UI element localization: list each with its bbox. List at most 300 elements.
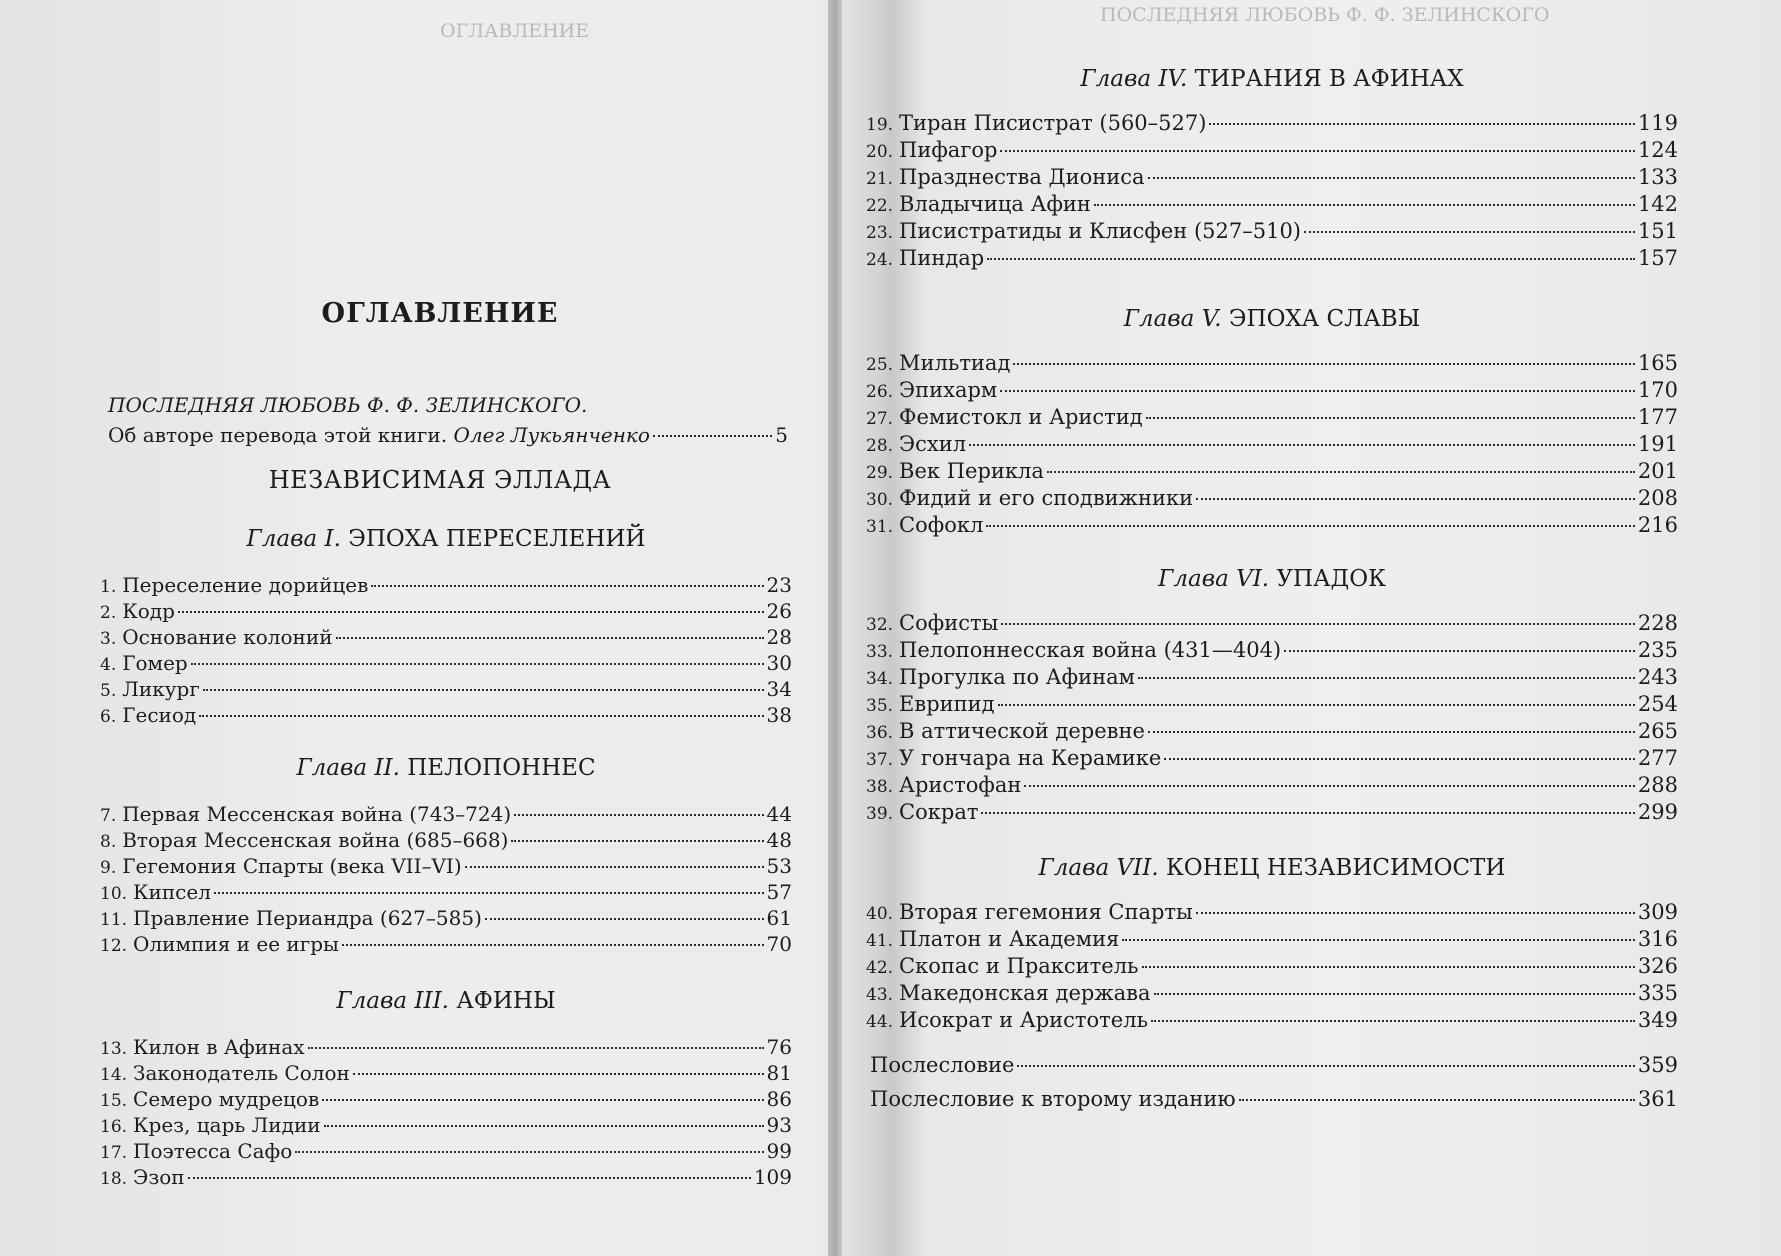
toc-entry[interactable] <box>100 801 792 827</box>
leader-dots <box>1151 1020 1635 1022</box>
entry-title-text: Кипсел <box>133 880 211 904</box>
toc-entry[interactable] <box>866 485 1678 512</box>
entry-number: 31. <box>866 517 894 537</box>
entry-number: 23. <box>866 223 894 243</box>
toc-entry[interactable] <box>100 1034 792 1060</box>
leader-dots <box>969 444 1635 446</box>
leader-dots <box>1284 650 1635 652</box>
toc-entry[interactable] <box>100 572 792 598</box>
entry-title-text: Килон в Афинах <box>133 1035 305 1059</box>
leader-dots <box>1148 731 1635 733</box>
entry-title-text: Софисты <box>899 611 999 635</box>
toc-title: ОГЛАВЛЕНИЕ <box>321 298 559 329</box>
leader-dots <box>485 918 764 920</box>
toc-entry[interactable] <box>866 637 1678 664</box>
leader-dots <box>1154 993 1635 995</box>
leader-dots <box>1047 471 1635 473</box>
entry-title-text: Вторая гегемония Спарты <box>899 900 1193 924</box>
leader-dots <box>514 814 763 816</box>
leader-dots <box>1013 363 1635 365</box>
chapter-heading: Глава III. АФИНЫ <box>336 988 556 1014</box>
toc-entry[interactable] <box>100 1112 792 1138</box>
leader-dots <box>1209 123 1634 125</box>
entry-title <box>866 899 1193 928</box>
entry-title-text: Семеро мудрецов <box>133 1087 320 1111</box>
leader-dots <box>203 689 764 691</box>
leader-dots <box>1142 966 1635 968</box>
toc-entry[interactable] <box>100 1138 792 1164</box>
toc-entry[interactable] <box>870 1082 1678 1116</box>
toc-entry[interactable] <box>100 827 792 853</box>
entry-title <box>866 458 1044 487</box>
entry-page: 177 <box>1637 405 1678 429</box>
entry-title-text: Крез, царь Лидии <box>133 1113 321 1137</box>
entry-page: 288 <box>1637 773 1678 797</box>
toc-entry[interactable] <box>866 718 1678 745</box>
leader-dots <box>324 1125 764 1127</box>
entry-number: 44. <box>866 1012 894 1032</box>
entry-title <box>100 1034 305 1062</box>
toc-entry[interactable] <box>866 691 1678 718</box>
entry-page: 93 <box>766 1113 792 1137</box>
entry-title <box>866 164 1145 193</box>
entry-number: 19. <box>866 115 894 135</box>
entry-title-text: Вторая Мессенская война (685–668) <box>122 828 509 852</box>
entry-title-text: Олимпия и ее игры <box>133 932 339 956</box>
entry-number: 37. <box>866 750 894 770</box>
entry-number: 43. <box>866 985 894 1005</box>
toc-entry[interactable] <box>100 1086 792 1112</box>
toc-entry[interactable] <box>108 420 788 450</box>
toc-entry[interactable] <box>100 905 792 931</box>
entry-number: 13. <box>100 1039 128 1059</box>
toc-entry[interactable] <box>866 1007 1678 1034</box>
entry-number: 16. <box>100 1117 128 1137</box>
toc-entry[interactable] <box>866 218 1678 245</box>
entry-page: 61 <box>766 906 792 930</box>
entry-title <box>100 650 188 678</box>
leader-dots <box>1122 939 1635 941</box>
toc-entry[interactable] <box>866 512 1678 539</box>
entry-page: 133 <box>1637 165 1678 189</box>
chapter-4 <box>866 66 1678 272</box>
entry-title-text: Фидий и его сподвижники <box>899 486 1194 510</box>
entry-number: 33. <box>866 642 894 662</box>
entry-number: 11. <box>100 910 128 930</box>
entry-title-text: Основание колоний <box>122 625 333 649</box>
toc-entry[interactable] <box>866 980 1678 1007</box>
entry-title-text: Скопас и Пракситель <box>899 954 1139 978</box>
entry-page: 26 <box>766 599 792 623</box>
entry-page: 235 <box>1637 638 1678 662</box>
entry-title <box>866 245 984 274</box>
entry-author: Олег Лукьянченко <box>453 423 650 447</box>
toc-entry[interactable] <box>866 404 1678 431</box>
afterword-list <box>870 1048 1678 1116</box>
entry-title <box>866 718 1145 747</box>
entry-number: 26. <box>866 382 894 402</box>
entry-number: 6. <box>100 707 117 727</box>
toc-entry[interactable] <box>866 664 1678 691</box>
entry-title <box>866 799 978 828</box>
leader-dots <box>1239 1099 1635 1101</box>
entry-number: 7. <box>100 806 117 826</box>
leader-dots <box>1001 623 1635 625</box>
entry-title <box>100 1164 185 1192</box>
entry-page: 30 <box>766 651 792 675</box>
entry-page: 361 <box>1637 1087 1678 1111</box>
entry-title <box>866 664 1135 693</box>
entry-title <box>100 931 339 959</box>
entry-number: 10. <box>100 884 128 904</box>
entry-title <box>100 624 333 652</box>
entry-title <box>100 702 196 730</box>
entry-number: 20. <box>866 142 894 162</box>
entry-page: 208 <box>1637 486 1678 510</box>
entry-title-text: Эсхил <box>899 432 967 456</box>
entry-number: 17. <box>100 1143 128 1163</box>
entry-number: 42. <box>866 958 894 978</box>
toc-entry[interactable] <box>866 137 1678 164</box>
toc-entry[interactable] <box>866 799 1678 826</box>
chapter-3 <box>100 988 792 1190</box>
entry-page: 349 <box>1637 1008 1678 1032</box>
entry-title-text: Тиран Писистрат (560–527) <box>899 111 1207 135</box>
entry-page: 151 <box>1637 219 1678 243</box>
toc-entry[interactable] <box>866 350 1678 377</box>
entry-title: Послесловие к второму изданию <box>870 1087 1236 1111</box>
entry-page: 335 <box>1637 981 1678 1005</box>
entry-number: 28. <box>866 436 894 456</box>
toc-entry[interactable] <box>100 702 792 728</box>
toc-entry[interactable] <box>100 676 792 702</box>
chapter-heading: Глава V. ЭПОХА СЛАВЫ <box>1123 306 1421 332</box>
leader-dots <box>1094 204 1635 206</box>
entry-number: 40. <box>866 904 894 924</box>
entry-page: 109 <box>753 1165 792 1189</box>
entry-page: 23 <box>766 573 792 597</box>
toc-entry[interactable] <box>100 1060 792 1086</box>
leader-dots <box>188 1177 751 1179</box>
entry-title <box>866 350 1010 379</box>
chapter-7 <box>866 855 1678 1034</box>
entry-title-text: Ликург <box>122 677 200 701</box>
leader-dots <box>1000 150 1635 152</box>
entry-title <box>866 485 1193 514</box>
preface-heading: ПОСЛЕДНЯЯ ЛЮБОВЬ Ф. Ф. ЗЕЛИНСКОГО. <box>108 393 588 417</box>
entry-title <box>100 801 511 829</box>
entry-title-text: Гегемония Спарты (века VII–VI) <box>122 854 462 878</box>
entry-title-text: Платон и Академия <box>899 927 1120 951</box>
entry-number: 29. <box>866 463 894 483</box>
entry-page: 243 <box>1637 665 1678 689</box>
toc-entry[interactable] <box>866 431 1678 458</box>
entry-page: 316 <box>1637 927 1678 951</box>
toc-entry[interactable] <box>866 926 1678 953</box>
entry-page: 48 <box>766 828 792 852</box>
entry-title-text: Законодатель Солон <box>133 1061 350 1085</box>
entry-title-text: Эпихарм <box>899 378 998 402</box>
entry-title-text: Софокл <box>899 513 984 537</box>
toc-entry[interactable] <box>100 1164 792 1190</box>
entry-number: 2. <box>100 603 117 623</box>
entry-page: 254 <box>1637 692 1678 716</box>
entry-page: 277 <box>1637 746 1678 770</box>
bleed-through-text: ПОСЛЕДНЯЯ ЛЮБОВЬ Ф. Ф. ЗЕЛИНСКОГО <box>1100 4 1550 26</box>
entry-number: 22. <box>866 196 894 216</box>
leader-dots <box>1164 758 1635 760</box>
entry-title <box>100 676 200 704</box>
toc-entry[interactable] <box>100 931 792 957</box>
chapter-heading: Глава VII. КОНЕЦ НЕЗАВИСИМОСТИ <box>1038 855 1506 881</box>
entry-title-text: Фемистокл и Аристид <box>899 405 1143 429</box>
entry-title-text: Прогулка по Афинам <box>899 665 1135 689</box>
entry-number: 15. <box>100 1091 128 1111</box>
entry-title <box>100 598 175 626</box>
entry-title <box>866 377 997 406</box>
entry-title-text: Писистратиды и Клисфен (527–510) <box>899 219 1301 243</box>
entry-title <box>866 691 995 720</box>
entry-number: 41. <box>866 931 894 951</box>
entry-page: 359 <box>1637 1053 1678 1077</box>
entry-title <box>100 1138 292 1166</box>
entry-page: 216 <box>1637 513 1678 537</box>
entry-page: 201 <box>1637 459 1678 483</box>
entry-title <box>866 637 1281 666</box>
leader-dots <box>1138 677 1635 679</box>
entry-page: 70 <box>766 932 792 956</box>
entry-title-text: Переселение дорийцев <box>122 573 369 597</box>
entry-title <box>866 980 1151 1009</box>
entry-page: 5 <box>775 423 788 447</box>
leader-dots <box>1000 390 1635 392</box>
leader-dots <box>465 866 764 868</box>
chapter-1 <box>100 526 792 728</box>
entry-title <box>866 953 1139 982</box>
entry-number: 38. <box>866 777 894 797</box>
leader-dots <box>295 1151 763 1153</box>
left-page <box>0 0 830 1256</box>
entry-title-text: Пиндар <box>899 246 985 270</box>
entry-title-text: Первая Мессенская война (743–724) <box>122 802 512 826</box>
entry-number: 36. <box>866 723 894 743</box>
entry-title <box>866 218 1301 247</box>
leader-dots <box>353 1073 764 1075</box>
chapter-heading: Глава I. ЭПОХА ПЕРЕСЕЛЕНИЙ <box>246 526 646 552</box>
chapter-6 <box>866 566 1678 826</box>
entry-title-text: Кодр <box>122 599 175 623</box>
entry-page: 191 <box>1637 432 1678 456</box>
leader-dots <box>178 611 764 613</box>
toc-entry[interactable] <box>100 879 792 905</box>
leader-dots <box>981 812 1634 814</box>
entry-title-text: Аристофан <box>899 773 1022 797</box>
entry-page: 265 <box>1637 719 1678 743</box>
entry-title-text: Правление Периандра (627–585) <box>133 906 482 930</box>
entry-number: 1. <box>100 577 117 597</box>
entry-title <box>100 1060 350 1088</box>
entry-title <box>866 137 997 166</box>
entry-title-text: Исократ и Аристотель <box>899 1008 1149 1032</box>
chapter-heading: Глава II. ПЕЛОПОННЕС <box>296 755 596 781</box>
entry-page: 34 <box>766 677 792 701</box>
entry-title <box>100 879 211 907</box>
leader-dots <box>1146 417 1635 419</box>
leader-dots <box>214 892 764 894</box>
leader-dots <box>191 663 764 665</box>
entry-number: 8. <box>100 832 117 852</box>
preface-block <box>108 390 798 450</box>
entry-title <box>866 191 1091 220</box>
entry-number: 18. <box>100 1169 128 1189</box>
toc-entry[interactable] <box>866 245 1678 272</box>
leader-dots <box>1017 1065 1634 1067</box>
leader-dots <box>1196 498 1635 500</box>
entry-title-text: Гесиод <box>122 703 197 727</box>
entry-page: 44 <box>766 802 792 826</box>
entry-number: 14. <box>100 1065 128 1085</box>
leader-dots <box>199 715 763 717</box>
leader-dots <box>1148 177 1635 179</box>
entry-number: 39. <box>866 804 894 824</box>
entry-number: 27. <box>866 409 894 429</box>
entry-title <box>100 905 482 933</box>
chapter-5 <box>866 306 1678 539</box>
entry-number: 35. <box>866 696 894 716</box>
entry-page: 170 <box>1637 378 1678 402</box>
entry-number: 12. <box>100 936 128 956</box>
entry-title-text: Сократ <box>899 800 979 824</box>
entry-title-text: Век Перикла <box>899 459 1044 483</box>
entry-number: 24. <box>866 250 894 270</box>
entry-title <box>866 610 998 639</box>
entry-title-text: Еврипид <box>899 692 995 716</box>
leader-dots <box>653 435 772 437</box>
leader-dots <box>1196 912 1635 914</box>
entry-page: 28 <box>766 625 792 649</box>
chapter-heading: Глава IV. ТИРАНИЯ В АФИНАХ <box>1080 66 1464 92</box>
toc-entry[interactable] <box>866 110 1678 137</box>
leader-dots <box>336 637 764 639</box>
entry-title-text: Македонская держава <box>899 981 1151 1005</box>
entry-title-text: Владычица Афин <box>899 192 1091 216</box>
entry-page: 38 <box>766 703 792 727</box>
entry-number: 3. <box>100 629 117 649</box>
toc-entry[interactable] <box>100 650 792 676</box>
right-page <box>840 0 1781 1256</box>
leader-dots <box>1024 785 1635 787</box>
entry-title <box>100 572 368 600</box>
entry-title <box>100 1112 321 1140</box>
toc-entry[interactable] <box>866 164 1678 191</box>
leader-dots <box>511 840 763 842</box>
entry-title-text: Эзоп <box>133 1165 185 1189</box>
entry-title <box>866 512 983 541</box>
entry-title <box>100 827 508 855</box>
part-title: НЕЗАВИСИМАЯ ЭЛЛАДА <box>268 466 612 494</box>
entry-number: 21. <box>866 169 894 189</box>
toc-entry[interactable] <box>866 458 1678 485</box>
leader-dots <box>1304 231 1635 233</box>
toc-entry[interactable] <box>866 191 1678 218</box>
toc-entry[interactable] <box>866 745 1678 772</box>
entry-number: 32. <box>866 615 894 635</box>
entry-number: 25. <box>866 355 894 375</box>
chapter-2 <box>100 755 792 957</box>
entry-title <box>108 420 650 450</box>
toc-entry[interactable] <box>100 624 792 650</box>
leader-dots <box>342 944 764 946</box>
entry-number: 34. <box>866 669 894 689</box>
entry-page: 299 <box>1637 800 1678 824</box>
entry-page: 124 <box>1637 138 1678 162</box>
leader-dots <box>371 585 763 587</box>
entry-title <box>100 853 462 881</box>
toc-entry[interactable] <box>866 899 1678 926</box>
entry-title <box>866 926 1119 955</box>
bleed-through-text: ОГЛАВЛЕНИЕ <box>440 20 590 42</box>
entry-title <box>866 745 1161 774</box>
leader-dots <box>322 1099 763 1101</box>
entry-title-text: Пелопоннесская война (431—404) <box>899 638 1282 662</box>
toc-entry[interactable] <box>866 377 1678 404</box>
entry-page: 86 <box>766 1087 792 1111</box>
leader-dots <box>986 525 1635 527</box>
entry-page: 53 <box>766 854 792 878</box>
toc-entry[interactable] <box>870 1048 1678 1082</box>
entry-number: 30. <box>866 490 894 510</box>
chapter-heading: Глава VI. УПАДОК <box>1158 566 1386 592</box>
entry-page: 99 <box>766 1139 792 1163</box>
entry-title-text: Поэтесса Сафо <box>133 1139 293 1163</box>
entry-title: Послесловие <box>870 1053 1015 1077</box>
leader-dots <box>998 704 1635 706</box>
toc-entry[interactable] <box>866 610 1678 637</box>
entry-title <box>866 110 1206 139</box>
entry-title-text: Гомер <box>122 651 188 675</box>
entry-page: 76 <box>766 1035 792 1059</box>
toc-entry[interactable] <box>100 598 792 624</box>
entry-title <box>866 1007 1148 1036</box>
entry-title <box>866 772 1021 801</box>
entry-page: 309 <box>1637 900 1678 924</box>
entry-title-text: Мильтиад <box>899 351 1011 375</box>
entry-number: 9. <box>100 858 117 878</box>
entry-page: 142 <box>1637 192 1678 216</box>
entry-page: 228 <box>1637 611 1678 635</box>
entry-page: 81 <box>766 1061 792 1085</box>
toc-entry[interactable] <box>100 853 792 879</box>
entry-title-text: Празднества Диониса <box>899 165 1145 189</box>
entry-title <box>866 431 966 460</box>
entry-title-text: Пифагор <box>899 138 998 162</box>
entry-title <box>866 404 1143 433</box>
entry-page: 157 <box>1637 246 1678 270</box>
toc-entry[interactable] <box>866 953 1678 980</box>
entry-page: 165 <box>1637 351 1678 375</box>
entry-title-text: В аттической деревне <box>899 719 1145 743</box>
entry-page: 326 <box>1637 954 1678 978</box>
entry-title: Об авторе перевода этой книги. <box>108 423 448 447</box>
entry-number: 4. <box>100 655 117 675</box>
leader-dots <box>308 1047 764 1049</box>
entry-title-text: У гончара на Керамике <box>899 746 1162 770</box>
toc-entry[interactable] <box>866 772 1678 799</box>
entry-page: 119 <box>1637 111 1678 135</box>
entry-title <box>100 1086 319 1114</box>
entry-page: 57 <box>766 880 792 904</box>
entry-number: 5. <box>100 681 117 701</box>
